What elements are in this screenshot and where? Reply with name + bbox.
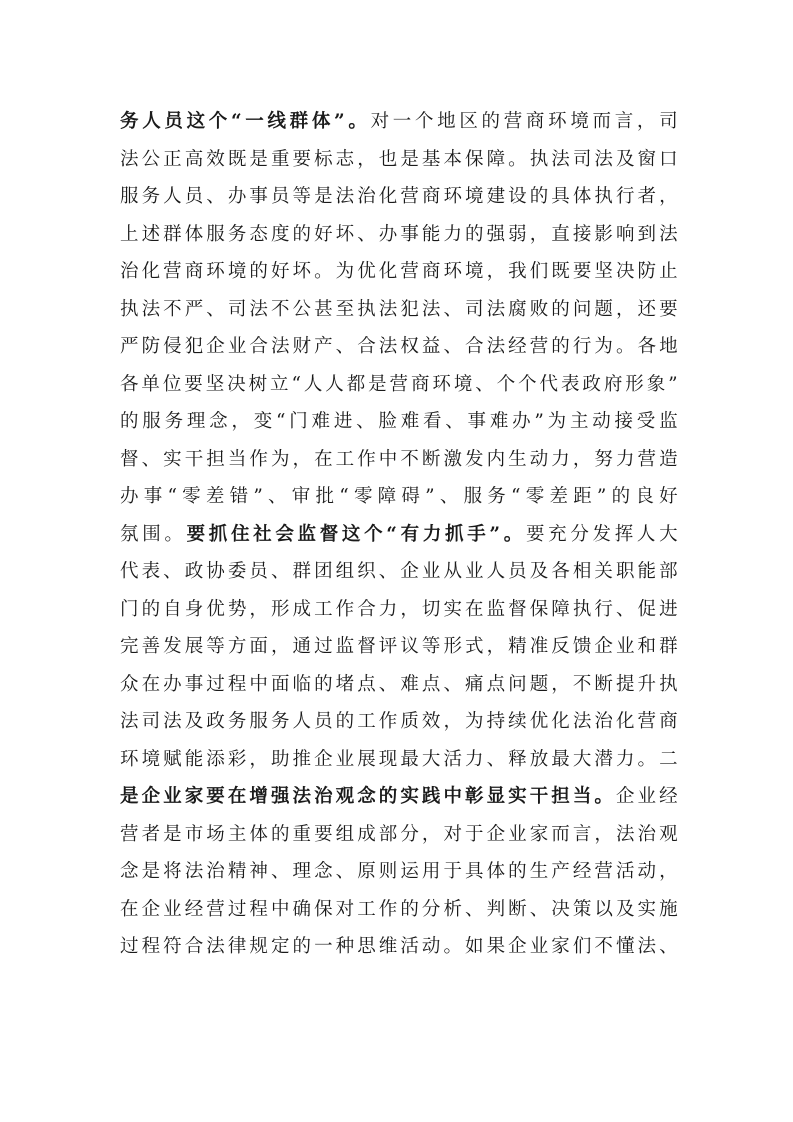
text-line [120,703,680,741]
text-line [120,891,680,929]
text-line [120,253,680,291]
text-line [120,291,680,329]
text-run: 办事“零差错”、审批“零障碍”、服务“零差距”的良好 [120,486,680,507]
text-run: 环境赋能添彩，助推企业展现最大活力、释放最大潜力。二 [120,748,680,770]
text-run: 各单位要坚决树立“人人都是营商环境、个个代表政府形象” [120,373,680,395]
text-run: 督、实干担当作为，在工作中不断激发内生动力，努力营造 [120,448,680,470]
text-line [120,516,680,554]
text-run: 执法不严、司法不公甚至执法犯法、司法腐败的问题，还要 [120,298,680,320]
text-line [120,628,680,666]
bold-text-run: 要抓住社会监督这个“有力抓手”。 [186,523,526,545]
text-run: 对一个地区的营商环境而言，司 [370,111,680,132]
text-line [120,666,680,704]
text-line [120,478,680,516]
text-line [120,441,680,479]
text-run: 代表、政协委员、群团组织、企业从业人员及各相关职能部 [120,561,680,582]
text-line [120,853,680,891]
text-line [120,778,680,816]
text-run: 完善发展等方面，通过监督评议等形式，精准反馈企业和群 [120,636,680,657]
text-line [120,741,680,779]
text-line [120,928,680,966]
text-line [120,328,680,366]
text-run: 门的自身优势，形成工作合力，切实在监督保障执行、促进 [120,598,680,620]
text-run: 的服务理念，变“门难进、脸难看、事难办”为主动接受监 [120,411,680,432]
text-line [120,591,680,629]
text-line [120,103,680,141]
text-run: 治化营商环境的好坏。为优化营商环境，我们既要坚决防止 [120,261,680,282]
text-run: 营者是市场主体的重要组成部分，对于企业家而言，法治观 [120,823,680,845]
text-line [120,178,680,216]
bold-text-run: 务人员这个“一线群体”。 [120,111,371,132]
text-run: 氛围。 [120,523,187,545]
text-line [120,816,680,854]
text-run: 念是将法治精神、理念、原则运用于具体的生产经营活动， [120,861,680,882]
text-line [120,366,680,404]
text-line [120,216,680,254]
text-run: 企业经 [615,786,680,807]
text-run: 众在办事过程中面临的堵点、难点、痛点问题，不断提升执 [120,673,680,695]
text-run: 法公正高效既是重要标志，也是基本保障。执法司法及窗口 [120,148,680,170]
text-run: 严防侵犯企业合法财产、合法权益、合法经营的行为。各地 [120,336,680,357]
text-line [120,403,680,441]
bold-text-run: 是企业家要在增强法治观念的实践中彰显实干担当。 [120,786,616,807]
body-text [120,103,680,966]
text-run: 服务人员、办事员等是法治化营商环境建设的具体执行者， [120,186,680,207]
text-run: 过程符合法律规定的一种思维活动。如果企业家们不懂法、 [120,936,680,957]
text-run: 要充分发挥人大 [525,523,680,545]
text-run: 法司法及政务服务人员的工作质效，为持续优化法治化营商 [120,711,680,732]
text-line [120,141,680,179]
text-line [120,553,680,591]
text-run: 在企业经营过程中确保对工作的分析、判断、决策以及实施 [120,898,680,920]
text-run: 上述群体服务态度的好坏、办事能力的强弱，直接影响到法 [120,223,680,245]
